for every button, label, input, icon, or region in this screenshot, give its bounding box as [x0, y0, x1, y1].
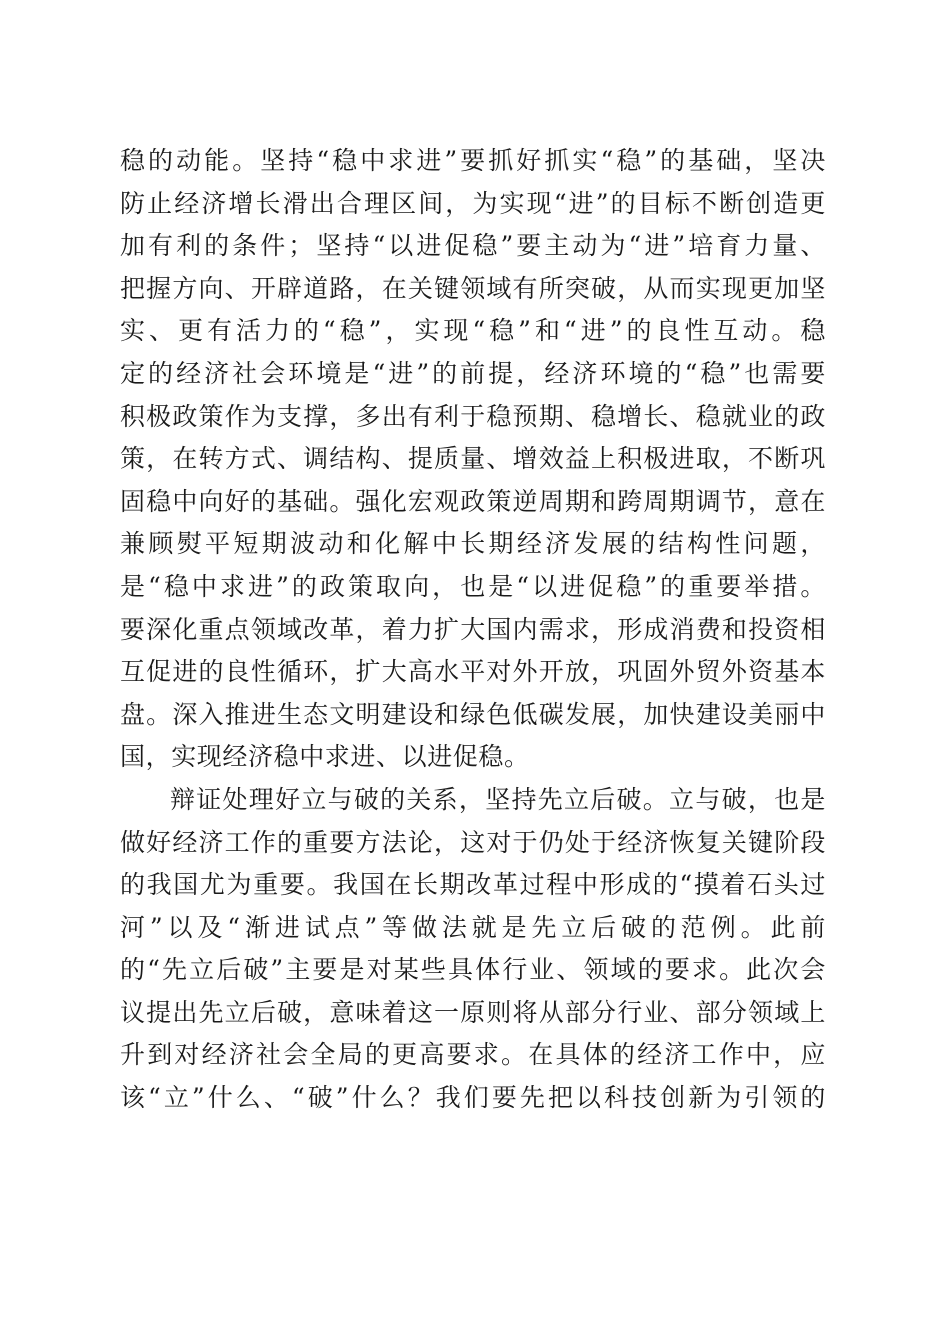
paragraph-2-line: 的“先立后破”主要是对某些具体行业、领域的要求。此次会	[120, 955, 826, 985]
paragraph-1-line: 把握方向、开辟道路，在关键领域有所突破，从而实现更加坚	[120, 273, 826, 303]
paragraph-2-line: 做好经济工作的重要方法论，这对于仍处于经济恢复关键阶段	[120, 827, 826, 857]
paragraph-2-line: 议提出先立后破，意味着这一原则将从部分行业、部分领域上	[120, 997, 826, 1027]
paragraph-2-line: 辩证处理好立与破的关系，坚持先立后破。立与破，也是	[170, 784, 826, 814]
paragraph-1-line: 策，在转方式、调结构、提质量、增效益上积极进取，不断巩	[120, 444, 826, 474]
paragraph-1-line: 互促进的良性循环，扩大高水平对外开放，巩固外贸外资基本	[120, 657, 826, 687]
paragraph-2-line: 的我国尤为重要。我国在长期改革过程中形成的“摸着石头过	[120, 870, 826, 900]
paragraph-1-line: 定的经济社会环境是“进”的前提，经济环境的“稳”也需要	[120, 358, 826, 388]
paragraph-1-line: 兼顾熨平短期波动和化解中长期经济发展的结构性问题，	[120, 529, 826, 559]
paragraph-1-line: 加有利的条件；坚持“以进促稳”要主动为“进”培育力量、	[120, 231, 826, 261]
paragraph-2-line: 河”以及“渐进试点”等做法就是先立后破的范例。此前	[120, 912, 826, 942]
paragraph-1-line: 实、更有活力的“稳”，实现“稳”和“进”的良性互动。稳	[120, 316, 826, 346]
paragraph-1-line: 积极政策作为支撑，多出有利于稳预期、稳增长、稳就业的政	[120, 401, 826, 431]
paragraph-2-line: 该“立”什么、“破”什么？我们要先把以科技创新为引领的	[120, 1083, 826, 1113]
paragraph-1-line: 盘。深入推进生态文明建设和绿色低碳发展，加快建设美丽中	[120, 699, 826, 729]
body-text	[120, 140, 826, 1120]
paragraph-1-line: 要深化重点领域改革，着力扩大国内需求，形成消费和投资相	[120, 614, 826, 644]
paragraph-1-line: 国，实现经济稳中求进、以进促稳。	[120, 742, 530, 772]
paragraph-2-line: 升到对经济社会全局的更高要求。在具体的经济工作中，应	[120, 1040, 826, 1070]
paragraph-1-line: 固稳中向好的基础。强化宏观政策逆周期和跨周期调节，意在	[120, 486, 826, 516]
paragraph-1-line: 稳的动能。坚持“稳中求进”要抓好抓实“稳”的基础，坚决	[120, 146, 826, 175]
paragraph-1-line: 防止经济增长滑出合理区间，为实现“进”的目标不断创造更	[120, 188, 826, 218]
paragraph-1-line: 是“稳中求进”的政策取向，也是“以进促稳”的重要举措。	[120, 571, 826, 601]
